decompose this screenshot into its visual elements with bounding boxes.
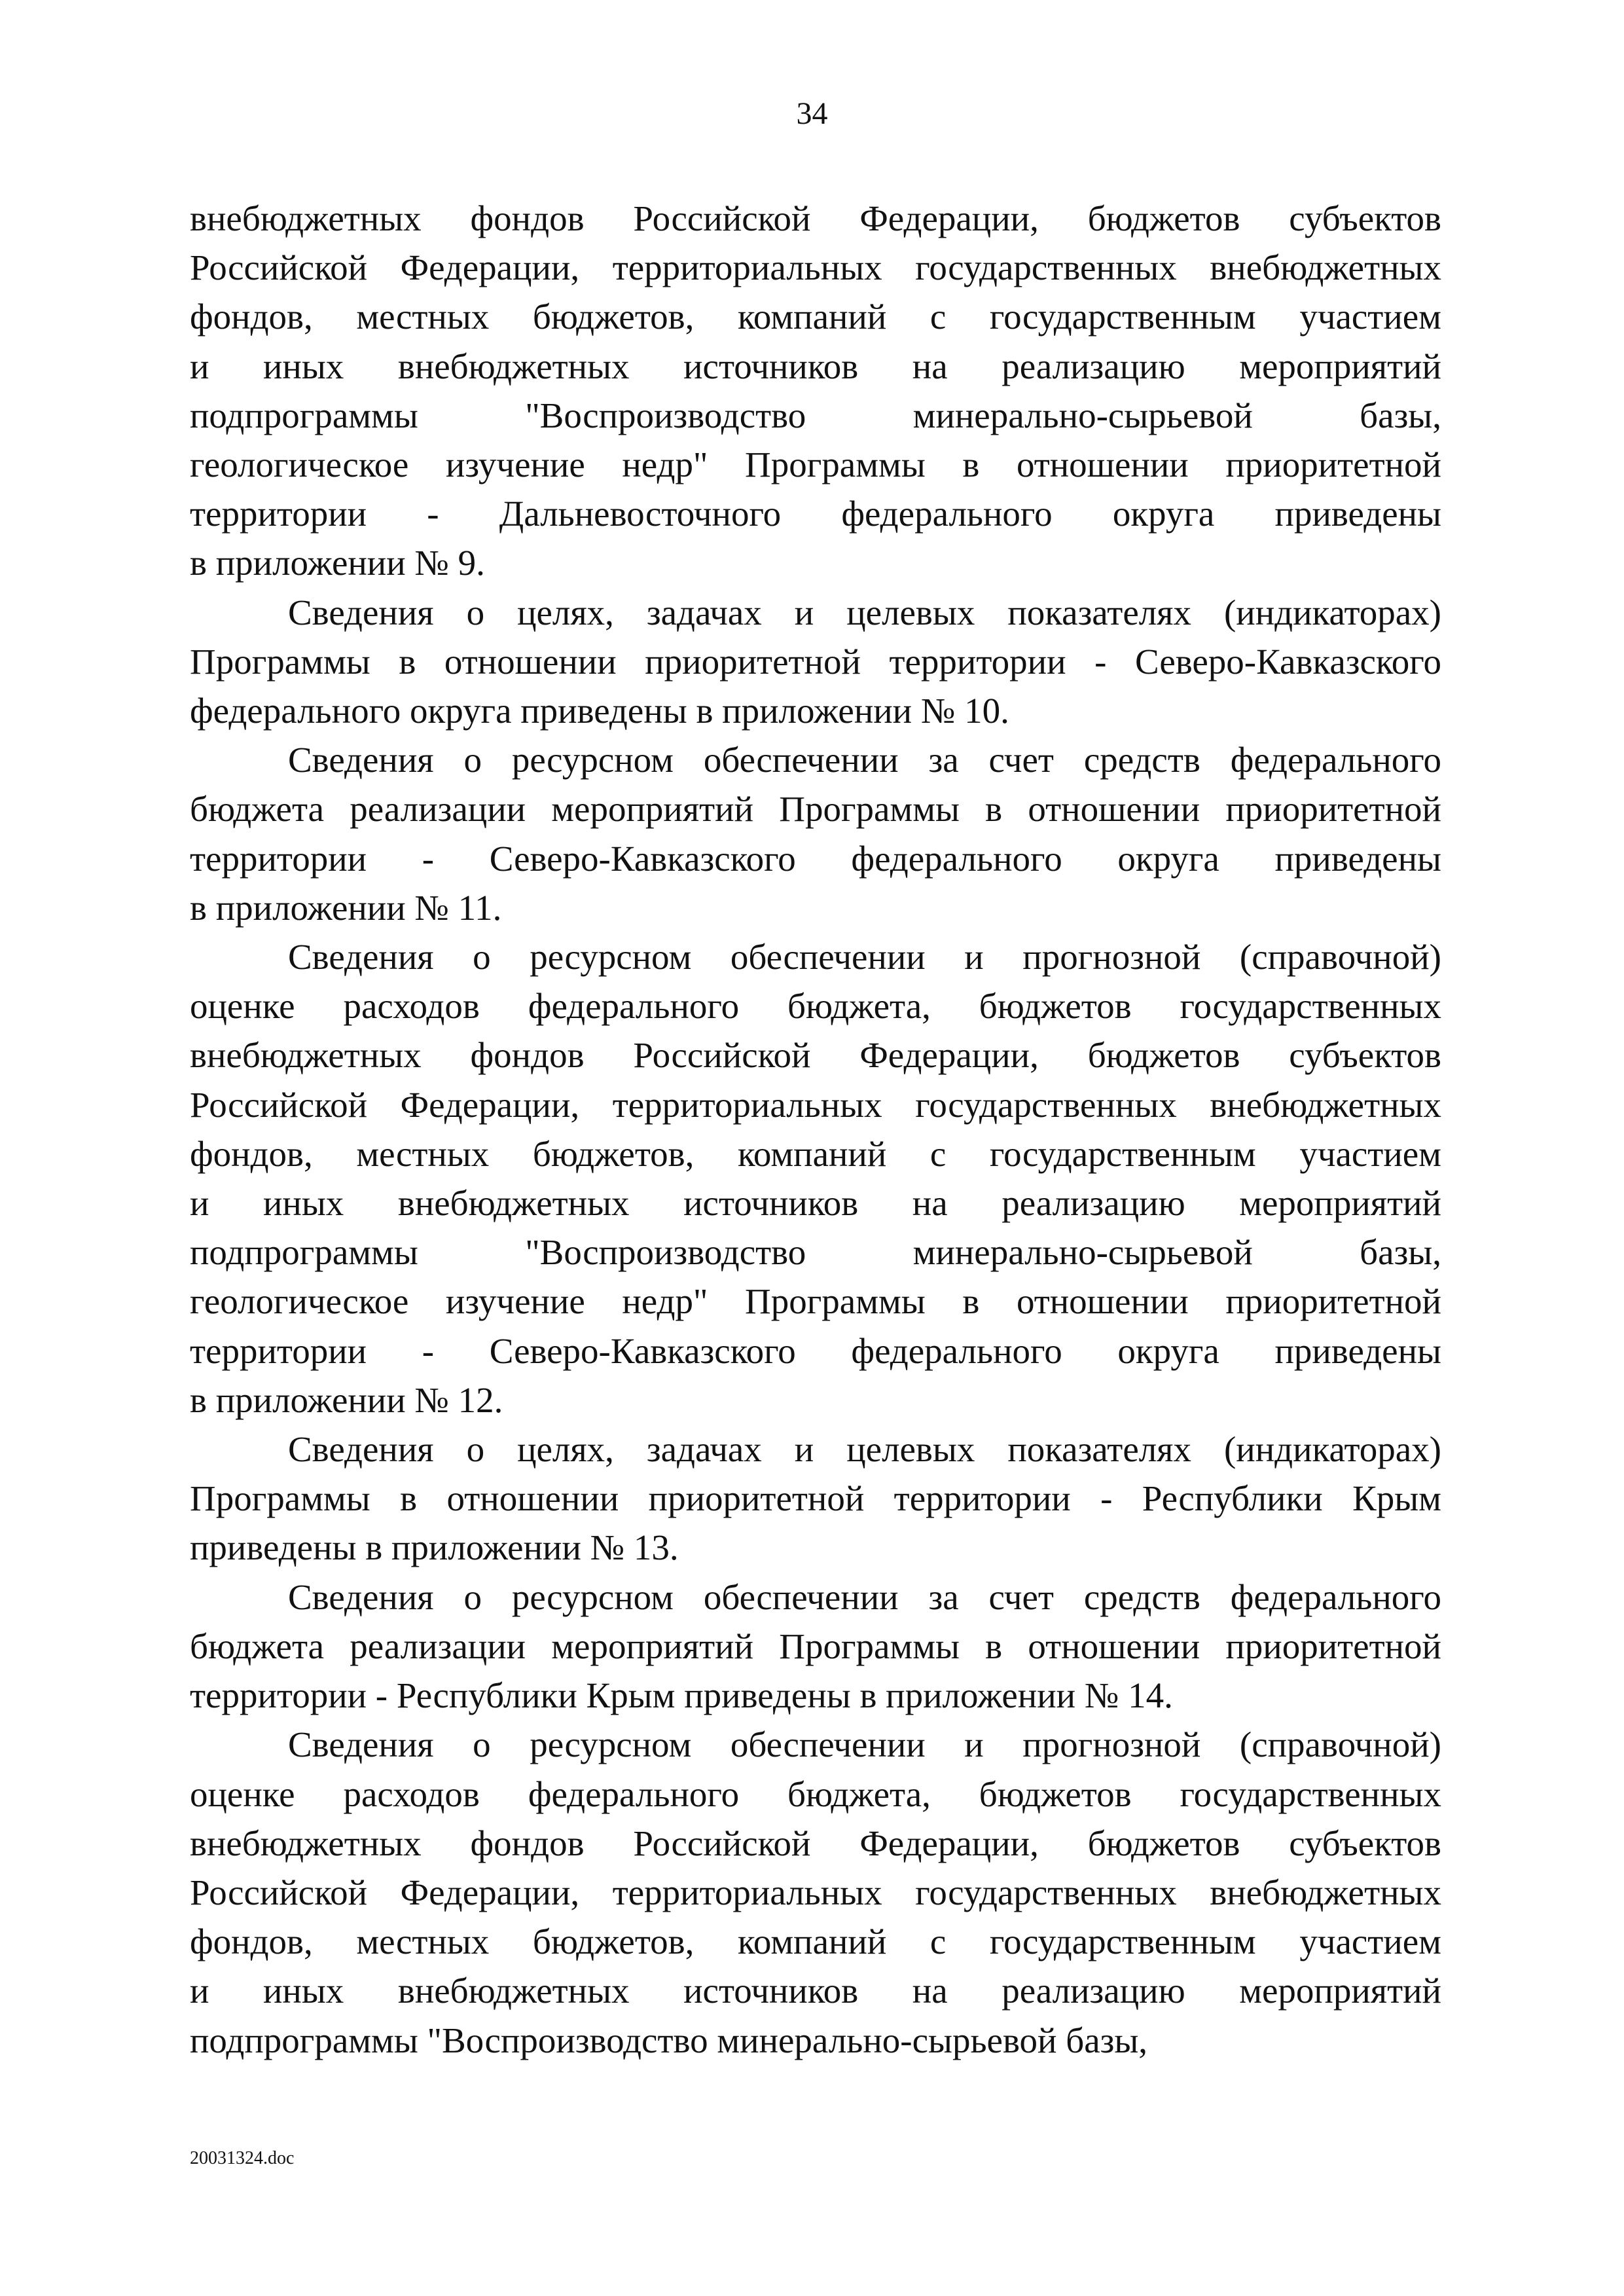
text-line: подпрограммы "Воспроизводство минерально-сырьевой базы, — [190, 395, 1441, 435]
paragraph — [190, 194, 1441, 588]
document-body — [190, 194, 1441, 2065]
text-line: бюджета реализации мероприятий Программы в отношении приоритетной — [190, 1626, 1441, 1666]
text-line: Программы в отношении приоритетной территории - Республики Крым — [190, 1478, 1441, 1519]
paragraph — [190, 932, 1441, 1425]
text-line: Сведения о целях, задачах и целевых показателях (индикаторах) — [288, 592, 1441, 632]
text-line: Программы в отношении приоритетной территории - Северо-Кавказского — [190, 641, 1441, 682]
text-line: внебюджетных фондов Российской Федерации, бюджетов субъектов — [190, 1823, 1441, 1863]
text-line: подпрограммы "Воспроизводство минерально-сырьевой базы, — [190, 1232, 1441, 1273]
text-line: Сведения о ресурсном обеспечении за счет средств федерального — [288, 740, 1441, 780]
text-line: фондов, местных бюджетов, компаний с государственным участием — [190, 297, 1441, 337]
text-line: Сведения о ресурсном обеспечении и прогнозной (справочной) — [288, 1724, 1441, 1765]
text-line: приведены в приложении № 13. — [190, 1527, 679, 1568]
text-line: Российской Федерации, территориальных государственных внебюджетных — [190, 1084, 1441, 1125]
text-line: Сведения о целях, задачах и целевых показателях (индикаторах) — [288, 1429, 1441, 1470]
text-line: территории - Республики Крым приведены в приложении № 14. — [190, 1675, 1173, 1716]
text-line: геологическое изучение недр" Программы в отношении приоритетной — [190, 445, 1441, 485]
text-line: внебюджетных фондов Российской Федерации, бюджетов субъектов — [190, 1035, 1441, 1076]
paragraph — [190, 1573, 1441, 1721]
paragraph — [190, 1720, 1441, 2064]
text-line: и иных внебюджетных источников на реализацию мероприятий — [190, 1971, 1441, 2011]
paragraph — [190, 1425, 1441, 1573]
text-line: фондов, местных бюджетов, компаний с государственным участием — [190, 1133, 1441, 1174]
paragraph — [190, 735, 1441, 932]
text-line: Сведения о ресурсном обеспечении и прогнозной (справочной) — [288, 937, 1441, 977]
text-line: территории - Дальневосточного федерального округа приведены — [190, 494, 1441, 534]
text-line: территории - Северо-Кавказского федерального округа приведены — [190, 1330, 1441, 1371]
text-line: Российской Федерации, территориальных государственных внебюджетных — [190, 247, 1441, 288]
text-line: в приложении № 11. — [190, 887, 502, 928]
text-line: оценке расходов федерального бюджета, бюджетов государственных — [190, 986, 1441, 1027]
text-line: геологическое изучение недр" Программы в отношении приоритетной — [190, 1281, 1441, 1322]
text-line: территории - Северо-Кавказского федерального округа приведены — [190, 838, 1441, 879]
page-number: 34 — [796, 96, 828, 131]
text-line: внебюджетных фондов Российской Федерации, бюджетов субъектов — [190, 198, 1441, 238]
text-line: фондов, местных бюджетов, компаний с государственным участием — [190, 1922, 1441, 1962]
text-line: Сведения о ресурсном обеспечении за счет средств федерального — [288, 1576, 1441, 1617]
text-line: и иных внебюджетных источников на реализацию мероприятий — [190, 346, 1441, 386]
text-line: и иных внебюджетных источников на реализацию мероприятий — [190, 1183, 1441, 1224]
paragraph — [190, 588, 1441, 736]
text-line: бюджета реализации мероприятий Программы в отношении приоритетной — [190, 789, 1441, 829]
text-line: оценке расходов федерального бюджета, бюджетов государственных — [190, 1774, 1441, 1814]
text-line: федерального округа приведены в приложении № 10. — [190, 691, 1009, 731]
text-line: в приложении № 12. — [190, 1379, 503, 1420]
text-line: Российской Федерации, территориальных государственных внебюджетных — [190, 1872, 1441, 1912]
text-line: в приложении № 9. — [190, 543, 485, 583]
text-line: подпрограммы "Воспроизводство минерально-сырьевой базы, — [190, 2020, 1148, 2060]
footer-filename: 20031324.doc — [190, 2148, 295, 2168]
